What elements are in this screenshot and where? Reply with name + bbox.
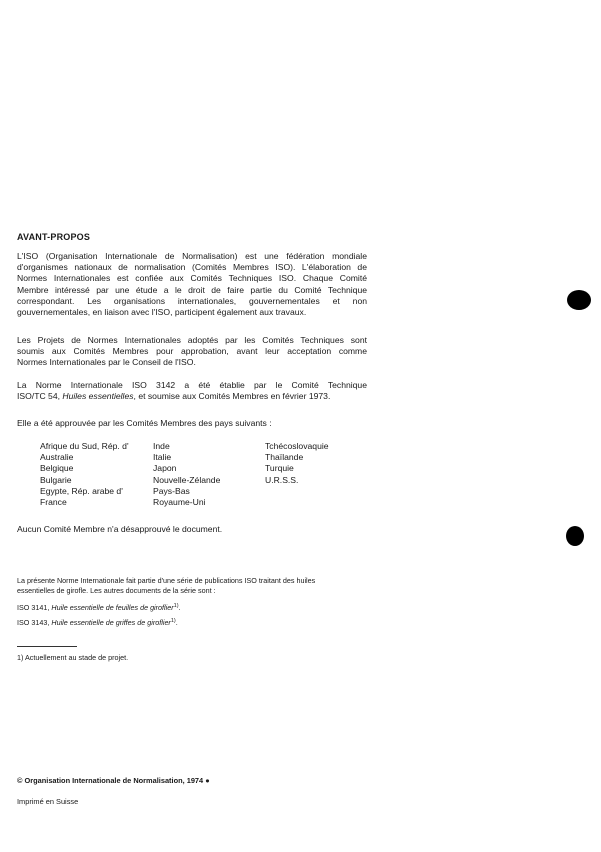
country: Tchécoslovaquie: [265, 441, 329, 451]
foreword-heading: AVANT-PROPOS: [17, 232, 91, 242]
country: U.R.S.S.: [265, 474, 299, 485]
footnote-divider: [17, 646, 77, 647]
country: Thaïlande: [265, 452, 304, 463]
text-line: [17, 391, 367, 402]
country: Egypte, Rép. arabe d': [40, 485, 123, 496]
tc-code: ISO/TC 54,: [17, 391, 60, 402]
text-line: soumis aux Comités Membres pour approbation, avant leur acceptation comme: [17, 346, 367, 357]
paragraph-standard-origin: [17, 380, 367, 402]
country: Royaume-Uni: [153, 497, 206, 508]
countries-column-2: [153, 441, 220, 508]
ref-code: ISO 3143,: [17, 618, 50, 627]
text-line: correspondant. Les organisations internationales, gouvernementales et non: [17, 295, 367, 306]
ref-title: Huile essentielle de feuilles de giroflier: [51, 603, 174, 612]
paragraph-approval: [17, 418, 367, 429]
text-line: Normes Internationales est confiée aux Comités Techniques ISO. Chaque Comité: [17, 273, 367, 284]
tc-post: , et soumise aux Comités Membres en février 1973.: [133, 391, 331, 402]
country: Turquie: [265, 463, 294, 474]
text-line: essentielles de girofle. Les autres documents de la série sont :: [17, 586, 216, 595]
country: Italie: [153, 452, 172, 463]
text-line: Aucun Comité Membre n'a désapprouvé le document.: [17, 524, 223, 534]
printed-in-line: Imprimé en Suisse: [17, 797, 79, 806]
country: Pays-Bas: [153, 485, 190, 496]
countries-column-3: [265, 441, 329, 486]
country: Australie: [40, 452, 74, 463]
text-line: Membre intéressé par une étude a le droit de faire partie du Comité Technique: [17, 284, 367, 295]
footnote-mark: 1): [173, 603, 179, 609]
paragraph-drafts: [17, 335, 367, 369]
country: Belgique: [40, 463, 74, 474]
text-line: La présente Norme Internationale fait partie d'une série de publications ISO traitant des huiles: [17, 576, 316, 585]
ref-end: .: [178, 603, 181, 612]
paragraph-iso-intro: [17, 251, 367, 318]
ref-title: Huile essentielle de griffes de giroflier: [51, 618, 171, 627]
copyright-line: © Organisation Internationale de Normalisation, 1974 ●: [17, 776, 210, 785]
countries-column-1: [40, 441, 129, 508]
reference-iso-3143: [17, 616, 178, 628]
text-line: La Norme Internationale ISO 3142 a été établie par le Comité Technique: [17, 380, 367, 390]
text-line: Normes Internationales par le Conseil de l'ISO.: [17, 357, 196, 368]
tc-title: Huiles essentielles: [62, 391, 134, 402]
punch-hole-mark: [567, 290, 591, 310]
ref-end: .: [175, 618, 178, 627]
country: Nouvelle-Zélande: [153, 474, 221, 485]
country: Inde: [153, 441, 170, 451]
footnote: 1) Actuellement au stade de projet.: [17, 653, 129, 662]
country: Afrique du Sud, Rép. d': [40, 441, 129, 451]
punch-hole-mark: [566, 526, 584, 546]
footnote-mark: 1): [170, 618, 176, 624]
text-line: Elle a été approuvée par les Comités Membres des pays suivants :: [17, 418, 272, 428]
text-line: gouvernementales, en liaison avec l'ISO, participent également aux travaux.: [17, 307, 307, 318]
country: Bulgarie: [40, 474, 72, 485]
paragraph-no-disapproval: [17, 524, 367, 535]
country: France: [40, 497, 67, 508]
country: Japon: [153, 463, 177, 474]
reference-iso-3141: [17, 601, 181, 613]
text-line: L'ISO (Organisation Internationale de Normalisation) est une fédération mondiale: [17, 251, 367, 261]
ref-code: ISO 3141,: [17, 603, 50, 612]
text-line: d'organismes nationaux de normalisation (Comités Membres ISO). L'élaboration de: [17, 262, 367, 273]
text-line: Les Projets de Normes Internationales adoptés par les Comités Techniques sont: [17, 335, 367, 345]
series-note: [17, 576, 315, 596]
